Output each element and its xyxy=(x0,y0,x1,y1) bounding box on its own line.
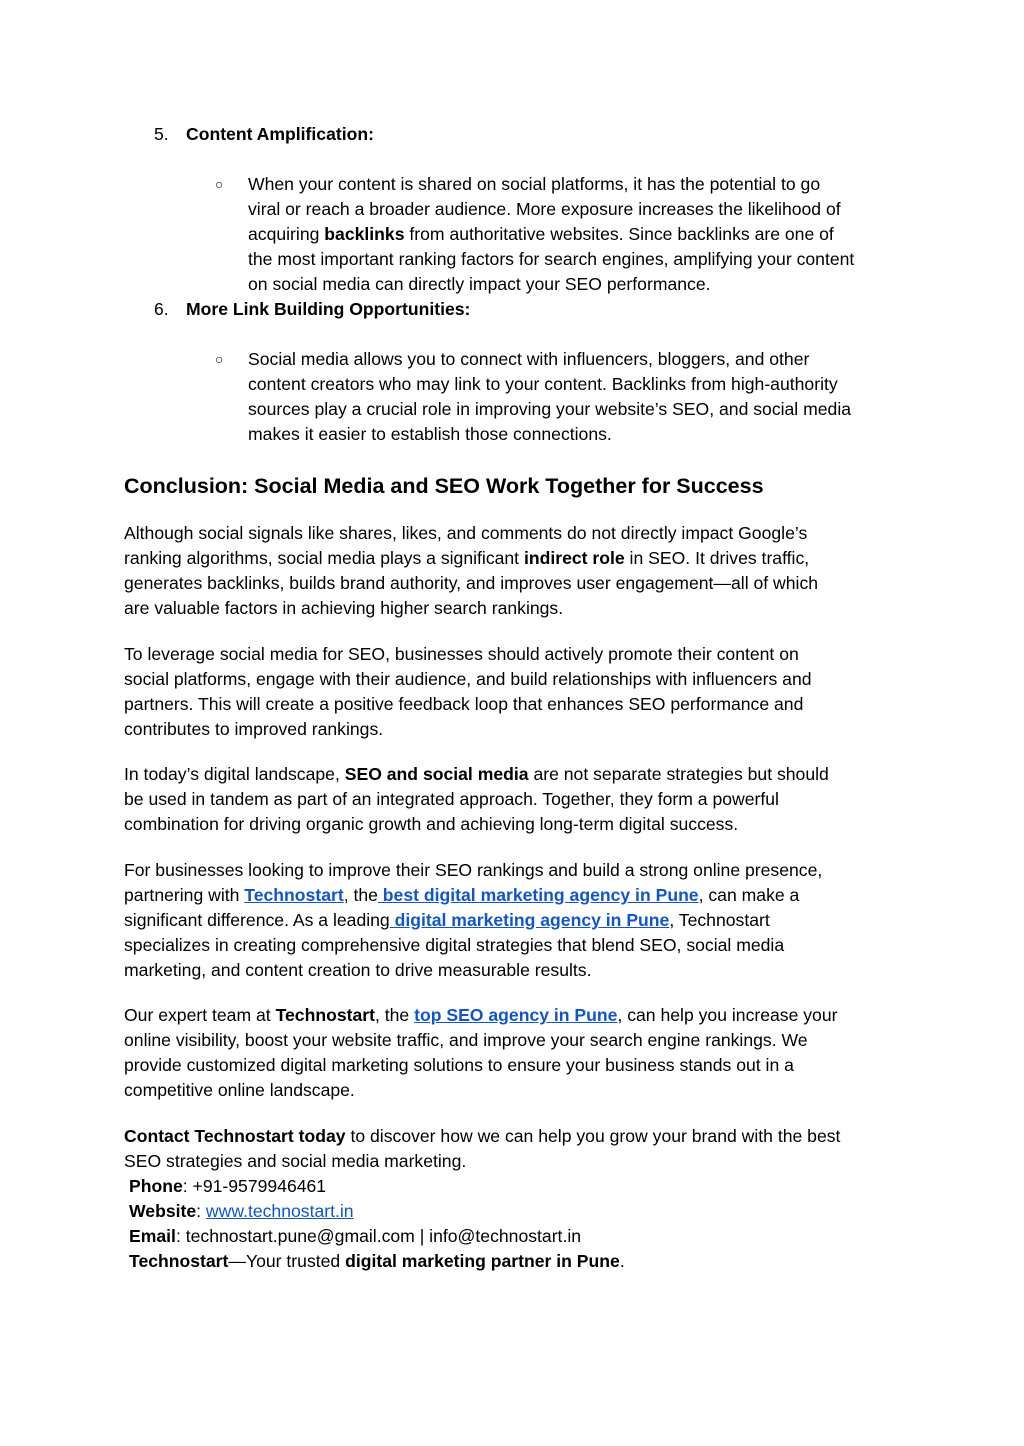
text-line: Contact Technostart today to discover how we can help you grow your brand with the best xyxy=(124,1126,841,1146)
text-line: ranking algorithms, social media plays a significant indirect role in SEO. It drives traffic, xyxy=(124,548,810,568)
text-line: social platforms, engage with their audience, and build relationships with influencers and xyxy=(124,669,812,689)
text-line: significant difference. As a leading digital marketing agency in Pune, Technostart xyxy=(124,910,770,930)
text-line: be used in tandem as part of an integrated approach. Together, they form a powerful xyxy=(124,789,779,809)
bullet-icon: ○ xyxy=(215,351,224,367)
website-link[interactable]: www.technostart.in xyxy=(205,1201,354,1221)
text-line: sources play a crucial role in improving your website’s SEO, and social media xyxy=(248,399,852,419)
text-line: For businesses looking to improve their SEO rankings and build a strong online presence, xyxy=(124,860,823,880)
text-line: acquiring backlinks from authoritative websites. Since backlinks are one of xyxy=(248,224,834,244)
text-line: are valuable factors in achieving higher search rankings. xyxy=(124,598,564,618)
email-line: Email: technostart.pune@gmail.com | info@technostart.in xyxy=(129,1226,582,1246)
technostart-link[interactable]: Technostart xyxy=(244,885,344,905)
website-line: Website: www.technostart.in xyxy=(129,1201,354,1221)
text-line: makes it easier to establish those connections. xyxy=(248,424,612,444)
text-line: competitive online landscape. xyxy=(124,1080,355,1100)
text-line: In today’s digital landscape, SEO and social media are not separate strategies but should xyxy=(124,764,829,784)
text-line: viral or reach a broader audience. More exposure increases the likelihood of xyxy=(248,199,841,219)
text-line: SEO strategies and social media marketing. xyxy=(124,1151,467,1171)
text-line: on social media can directly impact your SEO performance. xyxy=(248,274,711,294)
text-line: contributes to improved rankings. xyxy=(124,719,384,739)
list-number: 6. xyxy=(154,299,169,319)
text-line: partnering with Technostart, the best digital marketing agency in Pune, can make a xyxy=(124,885,800,905)
list-item-title: Content Amplification: xyxy=(186,124,374,144)
section-heading: Conclusion: Social Media and SEO Work Together for Success xyxy=(124,474,764,498)
bullet-icon: ○ xyxy=(215,176,224,192)
list-number: 5. xyxy=(154,124,169,144)
text-line: provide customized digital marketing solutions to ensure your business stands out in a xyxy=(124,1055,794,1075)
text-line: Although social signals like shares, likes, and comments do not directly impact Google’s xyxy=(124,523,808,543)
text-line: specializes in creating comprehensive digital strategies that blend SEO, social media xyxy=(124,935,785,955)
text-line: generates backlinks, builds brand authority, and improves user engagement—all of which xyxy=(124,573,819,593)
best-digital-marketing-agency-link[interactable]: best digital marketing agency in Pune xyxy=(377,885,699,905)
phone-line: Phone: +91-9579946461 xyxy=(129,1176,327,1196)
tagline: Technostart—Your trusted digital marketing partner in Pune. xyxy=(129,1251,625,1271)
text-line: partners. This will create a positive feedback loop that enhances SEO performance and xyxy=(124,694,804,714)
text-line: combination for driving organic growth and achieving long-term digital success. xyxy=(124,814,739,834)
text-line: online visibility, boost your website traffic, and improve your search engine rankings. We xyxy=(124,1030,808,1050)
text-line: Our expert team at Technostart, the top SEO agency in Pune, can help you increase your xyxy=(124,1005,838,1025)
text-line: marketing, and content creation to drive measurable results. xyxy=(124,960,592,980)
text-line: When your content is shared on social platforms, it has the potential to go xyxy=(248,174,821,194)
text-line: To leverage social media for SEO, businesses should actively promote their content on xyxy=(124,644,799,664)
top-seo-agency-link[interactable]: top SEO agency in Pune xyxy=(414,1005,618,1025)
text-line: content creators who may link to your content. Backlinks from high-authority xyxy=(248,374,838,394)
digital-marketing-agency-link[interactable]: digital marketing agency in Pune xyxy=(389,910,670,930)
list-item-title: More Link Building Opportunities: xyxy=(186,299,471,319)
text-line: the most important ranking factors for search engines, amplifying your content xyxy=(248,249,855,269)
text-line: Social media allows you to connect with influencers, bloggers, and other xyxy=(248,349,810,369)
